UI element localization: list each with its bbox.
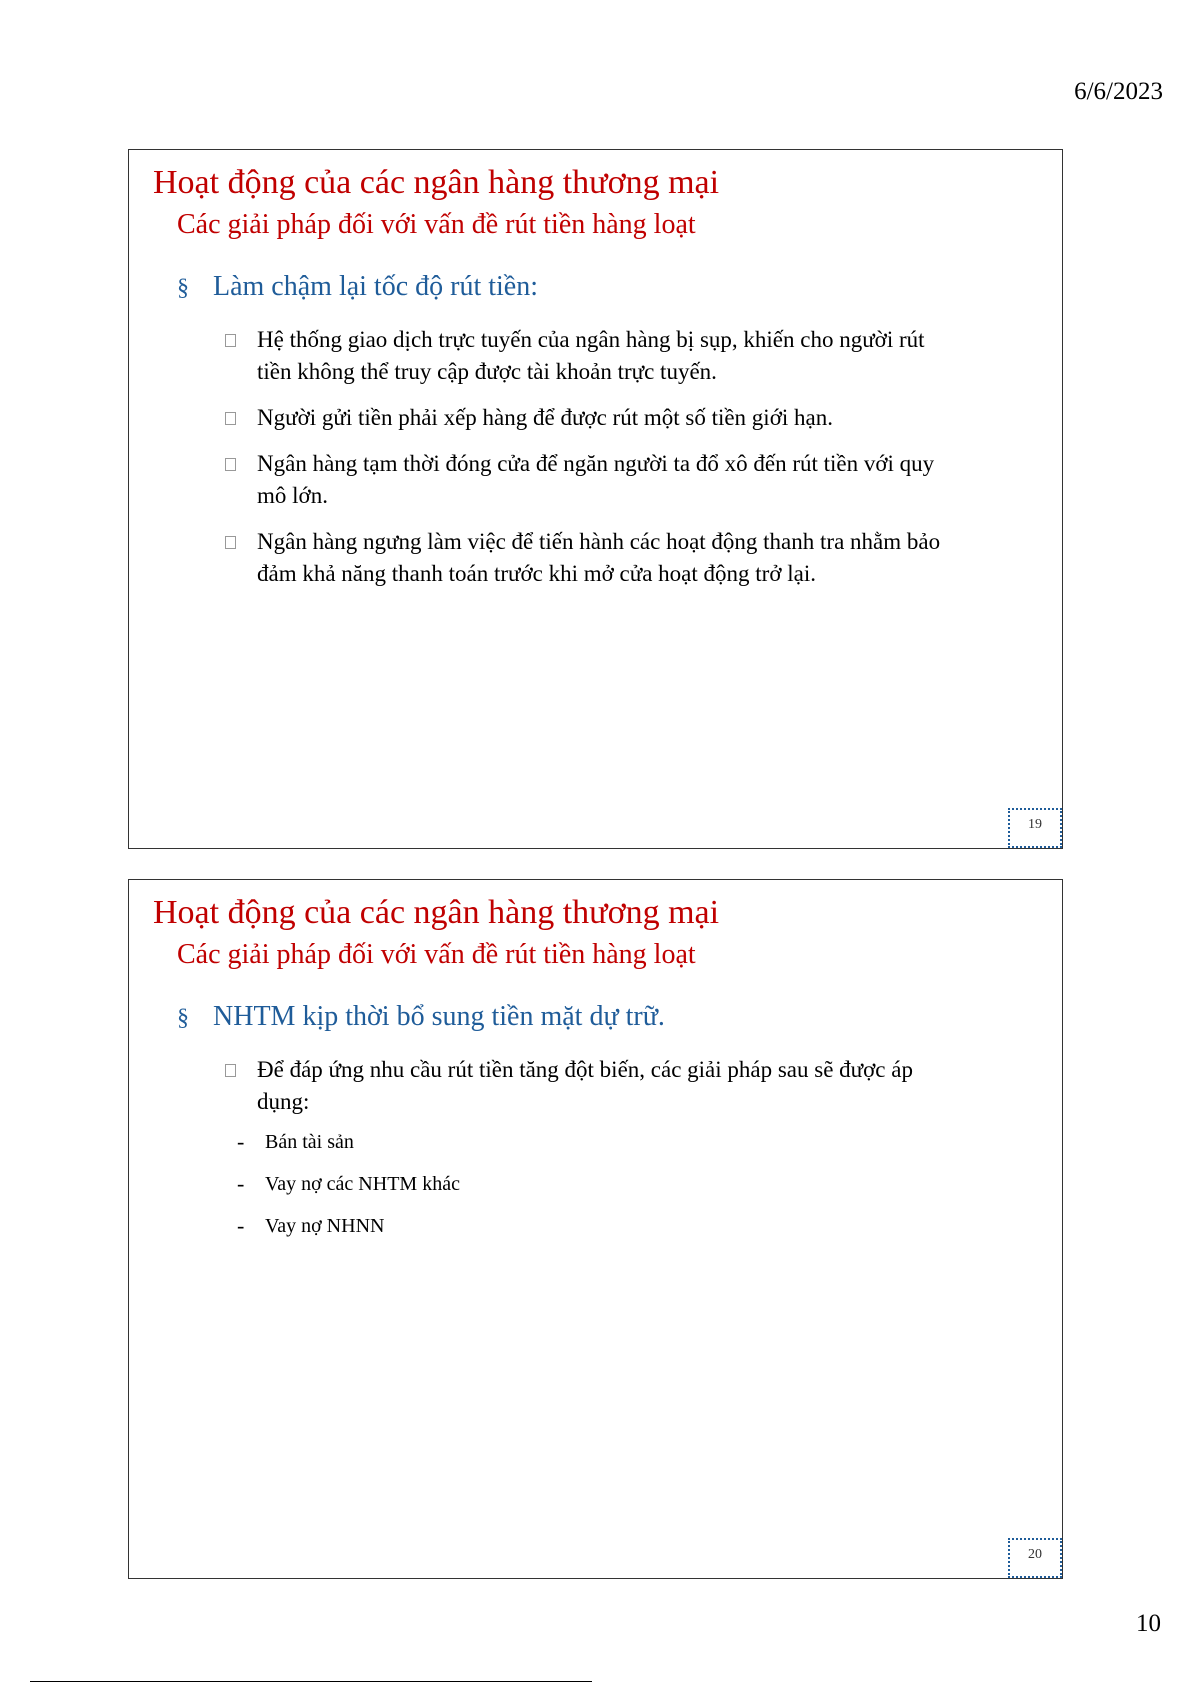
list-item [225,1054,945,1118]
box-bullet-icon [225,334,236,347]
list-item [225,448,945,512]
dash-item [225,1212,945,1240]
slide-19 [128,149,1063,849]
page-date: 6/6/2023 [1074,78,1163,105]
list-item [225,402,945,434]
dash-list [225,1128,945,1240]
main-bullet [177,1001,665,1033]
list-item [225,324,945,388]
slide-subtitle: Các giải pháp đối với vấn đề rút tiền hàng loạt [177,209,696,240]
list-item-text: Hệ thống giao dịch trực tuyến của ngân hàng bị sụp, khiến cho người rút tiền không thể truy cập được tài khoản trực tuyến. [257,327,925,384]
dash-item-text: Bán tài sản [265,1131,354,1153]
box-bullet-icon [225,1064,236,1077]
main-bullet-text: Làm chậm lại tốc độ rút tiền: [213,271,539,302]
slide-number: 20 [1008,1538,1062,1578]
dash-item [225,1170,945,1198]
list-item-text: Ngân hàng ngưng làm việc để tiến hành các hoạt động thanh tra nhằm bảo đảm khả năng thanh toán trước khi mở cửa hoạt động trở lại. [257,529,941,586]
box-bullet-icon [225,536,236,549]
slide-title: Hoạt động của các ngân hàng thương mại [153,894,720,931]
dash-bullet-icon: - [237,1129,245,1154]
section-bullet-icon: § [177,275,189,301]
dash-item-text: Vay nợ các NHTM khác [265,1173,460,1195]
list-item-text: Để đáp ứng nhu cầu rút tiền tăng đột biến, các giải pháp sau sẽ được áp dụng: [257,1057,913,1114]
footnote-rule [30,1681,592,1682]
slide-20 [128,879,1063,1579]
list-item-text: Ngân hàng tạm thời đóng cửa để ngăn người ta đổ xô đến rút tiền với quy mô lớn. [257,451,935,508]
list-item [225,526,945,590]
slide-number: 19 [1008,808,1062,848]
dash-bullet-icon: - [237,1213,245,1238]
box-bullet-icon [225,412,236,425]
slide-subtitle: Các giải pháp đối với vấn đề rút tiền hàng loạt [177,939,696,970]
dash-item [225,1128,945,1156]
slide-title: Hoạt động của các ngân hàng thương mại [153,164,720,201]
sub-bullet-list [225,324,945,604]
page-number: 10 [1136,1610,1161,1637]
section-bullet-icon: § [177,1005,189,1031]
list-item-text: Người gửi tiền phải xếp hàng để được rút một số tiền giới hạn. [257,405,833,430]
main-bullet-text: NHTM kịp thời bổ sung tiền mặt dự trữ. [213,1001,665,1032]
main-bullet [177,271,538,303]
dash-bullet-icon: - [237,1171,245,1196]
dash-list-container [225,1128,945,1240]
box-bullet-icon [225,458,236,471]
dash-item-text: Vay nợ NHNN [265,1215,385,1237]
sub-bullet-list [225,1054,945,1254]
